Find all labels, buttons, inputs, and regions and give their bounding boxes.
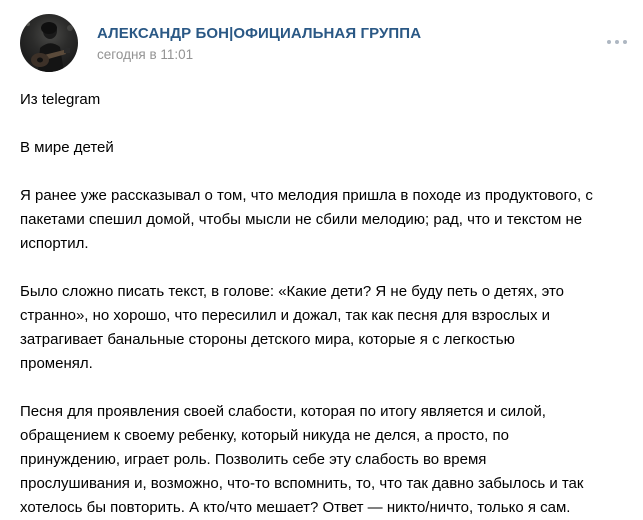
post-text-line: хотелось бы повторить. А кто/что мешает? Ответ — никто/ничто, только я сам. <box>20 499 571 516</box>
post-text-line: В мире детей <box>20 139 114 156</box>
paragraph-gap <box>20 112 626 136</box>
post-text-line: Песня для проявления своей слабости, которая по итогу является и силой, <box>20 403 546 420</box>
post-text <box>20 88 626 520</box>
paragraph-gap <box>20 160 626 184</box>
paragraph-gap <box>20 376 626 400</box>
post-timestamp[interactable]: сегодня в 11:01 <box>97 47 194 62</box>
post-text-line: странно», но хорошо, что пересилил и дожал, так как песня для взрослых и <box>20 307 551 324</box>
post-text-line: принуждению, играет роль. Позволить себе эту слабость во время <box>20 451 487 468</box>
post-text-line: Было сложно писать текст, в голове: «Какие дети? Я не буду петь о детях, это <box>20 283 565 300</box>
more-dots-icon[interactable] <box>605 37 629 49</box>
post-text-line: Из telegram <box>20 91 101 108</box>
post-header <box>20 14 630 72</box>
paragraph-gap <box>20 256 626 280</box>
author-avatar[interactable] <box>20 14 78 72</box>
guitarist-photo-icon <box>20 14 78 72</box>
post-text-line: Я ранее уже рассказывал о том, что мелодия пришла в походе из продуктового, с <box>20 187 593 204</box>
post-author-name[interactable]: АЛЕКСАНДР БОН|ОФИЦИАЛЬНАЯ ГРУППА <box>97 25 422 42</box>
post-text-line: затрагивает банальные стороны детского мира, которые я с легкостью <box>20 331 515 348</box>
post-text-line: пакетами спешил домой, чтобы мысли не сбили мелодию; рад, что и текстом не <box>20 211 583 228</box>
post-text-line: обращением к своему ребенку, который никуда не делся, а просто, по <box>20 427 509 444</box>
post-text-line: променял. <box>20 355 93 372</box>
post-text-line: прослушивания и, возможно, что-то вспомнить, то, что так давно забылось и так <box>20 475 584 492</box>
post-text-line: испортил. <box>20 235 89 252</box>
